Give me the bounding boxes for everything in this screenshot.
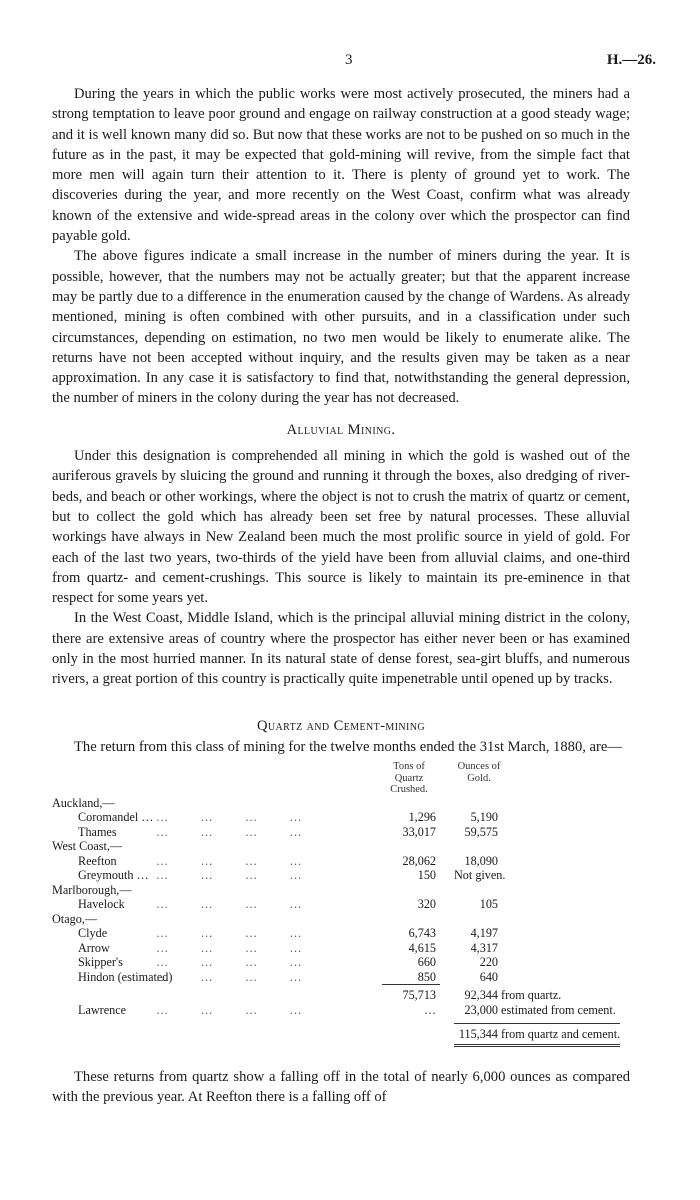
paragraph: The above figures indicate a small increase in the number of miners during the year. It is possible, however, that the numbers may not be actually greater; but that the apparent increase may be partly due to a difference in the enumeration caused by the change of Wardens. As already mentioned, mining is often combined with other pursuits, and in a classification under such circumstances, depending on estimation, no two men would be likely to enumerate alike. The returns have not been accepted without inquiry, and the results given may be taken as a near approximation. In any case it is satisfactory to find that, notwithstanding the general depression, the number of miners in the colony during the year has not decreased. [52, 248, 630, 407]
tons-value: … [423, 1002, 436, 1017]
table-body [52, 796, 630, 985]
table-row [52, 970, 630, 985]
tons-value [382, 883, 440, 898]
ounces-value: 59,575 [464, 824, 498, 839]
district-name: Hindon (estimated) [78, 969, 173, 984]
tons-value: 320 [417, 897, 436, 912]
leader-dots: … … … … [156, 969, 304, 984]
table-row-lawrence [52, 1003, 630, 1018]
district-name: Greymouth … [78, 868, 149, 883]
table-row [52, 897, 630, 912]
table-row [52, 926, 630, 941]
leader-dots: … … … … [156, 897, 304, 912]
ounces-value: 220 [479, 955, 498, 970]
leader-dots: … … … … [156, 955, 304, 970]
leader-dots: … … … … [156, 940, 304, 955]
district-name: Reefton [78, 853, 117, 868]
tons-value: 4,615 [408, 940, 436, 955]
province-name: Otago,— [52, 911, 98, 926]
tons-value: 6,743 [408, 926, 436, 941]
paragraph: In the West Coast, Middle Island, which is the principal alluvial mining district in the colony, there are extensive areas of country where the prospector has either never been or has examined only in the most hurried manner. In its natural state of dense forest, sea-girt bluffs, and numerous rivers, a great portion of this country is practically quite impenetrable until opened up by tracks. [52, 610, 630, 688]
district-name: Arrow [78, 940, 110, 955]
leader-dots [152, 912, 382, 927]
province-name: Marlborough,— [52, 882, 132, 897]
total-ounces-quartz: 92,344 [464, 987, 498, 1002]
section-heading-alluvial: Alluvial Mining. [286, 421, 396, 438]
leader-dots: … … … … [156, 1002, 304, 1017]
leader-dots: … … … … [156, 868, 304, 883]
paragraph: Under this designation is comprehended all mining in which the gold is washed out of the auriferous gravels by sluicing the ground and running it through the boxes, also dredging of river-beds, and beach or other workings, where the object is not to crush the matrix of quartz or cement, but to collect the gold which has already been set free by natural processes. These alluvial workings have always in New Zealand been much the most prolific source in yield of gold. For each of the last two years, two-thirds of the yield have been from alluvial claims, and one-third from quartz- and cement-crushings. This source is likely to maintain its pre-eminence in that respect for some years yet. [52, 448, 630, 607]
table-row [52, 796, 630, 811]
table-row [52, 854, 630, 869]
column-header-ounces: Ounces of Gold. [457, 761, 501, 784]
tons-value: 33,017 [402, 824, 436, 839]
grand-total-ounces: 115,344 [458, 1027, 498, 1042]
tons-value: 1,296 [408, 810, 436, 825]
table-row [52, 955, 630, 970]
tons-value: 28,062 [402, 853, 436, 868]
district-name: Clyde [78, 926, 108, 941]
table-row-total-quartz [52, 985, 630, 1003]
table-row [52, 912, 630, 927]
leader-dots: … … … … [156, 926, 304, 941]
tons-value [382, 912, 440, 927]
table-row [52, 883, 630, 898]
leader-dots [152, 839, 382, 854]
total-ounces-quartz-note: from quartz. [501, 987, 562, 1002]
province-name: Auckland,— [52, 795, 115, 810]
column-header-tons: Tons of Quartz Crushed. [390, 761, 428, 796]
ounces-value: 105 [479, 897, 498, 912]
quartz-returns-table [52, 761, 630, 1047]
leader-dots: … … … … [156, 810, 304, 825]
leader-dots [152, 796, 382, 811]
paragraph: The return from this class of mining for the twelve months ended the 31st March, 1880, are— [74, 738, 622, 755]
paragraph: These returns from quartz show a falling off in the total of nearly 6,000 ounces as compared with the previous year. At Reefton there is a falling off of [52, 1068, 630, 1105]
district-name: Coromandel … [78, 810, 154, 825]
leader-dots: … … … … [156, 853, 304, 868]
tons-value [382, 839, 440, 854]
table-row [52, 810, 630, 825]
district-name: Lawrence [78, 1002, 127, 1017]
ounces-value: Not given. [454, 868, 506, 883]
district-name: Skipper's [78, 955, 123, 970]
leader-dots [152, 883, 382, 898]
table-row [52, 941, 630, 956]
tons-value: 150 [417, 868, 436, 883]
ounces-value: 23,000 [464, 1002, 498, 1017]
leader-dots: … … … … [156, 824, 304, 839]
page-header [0, 52, 700, 72]
ounces-value: 640 [479, 969, 498, 984]
page-number: 3 [345, 52, 353, 68]
section-heading-quartz: Quartz and Cement-mining [256, 717, 426, 734]
tons-value: 660 [417, 955, 436, 970]
ounces-value: 4,317 [470, 940, 498, 955]
ounces-value: 18,090 [464, 853, 498, 868]
paragraph: During the years in which the public works were most actively prosecuted, the miners had a strong temptation to leave poor ground and engage on railway construction at a good steady wage; and it is well known many did so. But now that these works are not to be pushed on so much in the future as in the past, it may be expected that gold-mining will revive, from the simple fact that more men will again turn their attention to it. There is plenty of ground yet to work. The discoveries during the year, and more recently on the West Coast, confirm what was already known of the extensive and wide-spread areas in the colony over which the prospector can find payable gold. [52, 86, 630, 245]
province-name: West Coast,— [52, 839, 123, 854]
table-row [52, 825, 630, 840]
total-tons: 75,713 [382, 985, 440, 1003]
grand-total-note: from quartz and cement. [501, 1027, 621, 1042]
table-row-grand-total [52, 1017, 630, 1047]
district-name: Thames [78, 824, 117, 839]
page-body [52, 84, 630, 1107]
table-header-row [52, 761, 630, 796]
ounces-note: estimated from cement. [501, 1002, 616, 1017]
district-name: Havelock [78, 897, 125, 912]
ounces-value: 4,197 [470, 926, 498, 941]
tons-value [382, 796, 440, 811]
ounces-value: 5,190 [470, 810, 498, 825]
document-reference: H.—26. [606, 52, 656, 68]
tons-value: 850 [417, 969, 436, 984]
table-row [52, 868, 630, 883]
table-row [52, 839, 630, 854]
